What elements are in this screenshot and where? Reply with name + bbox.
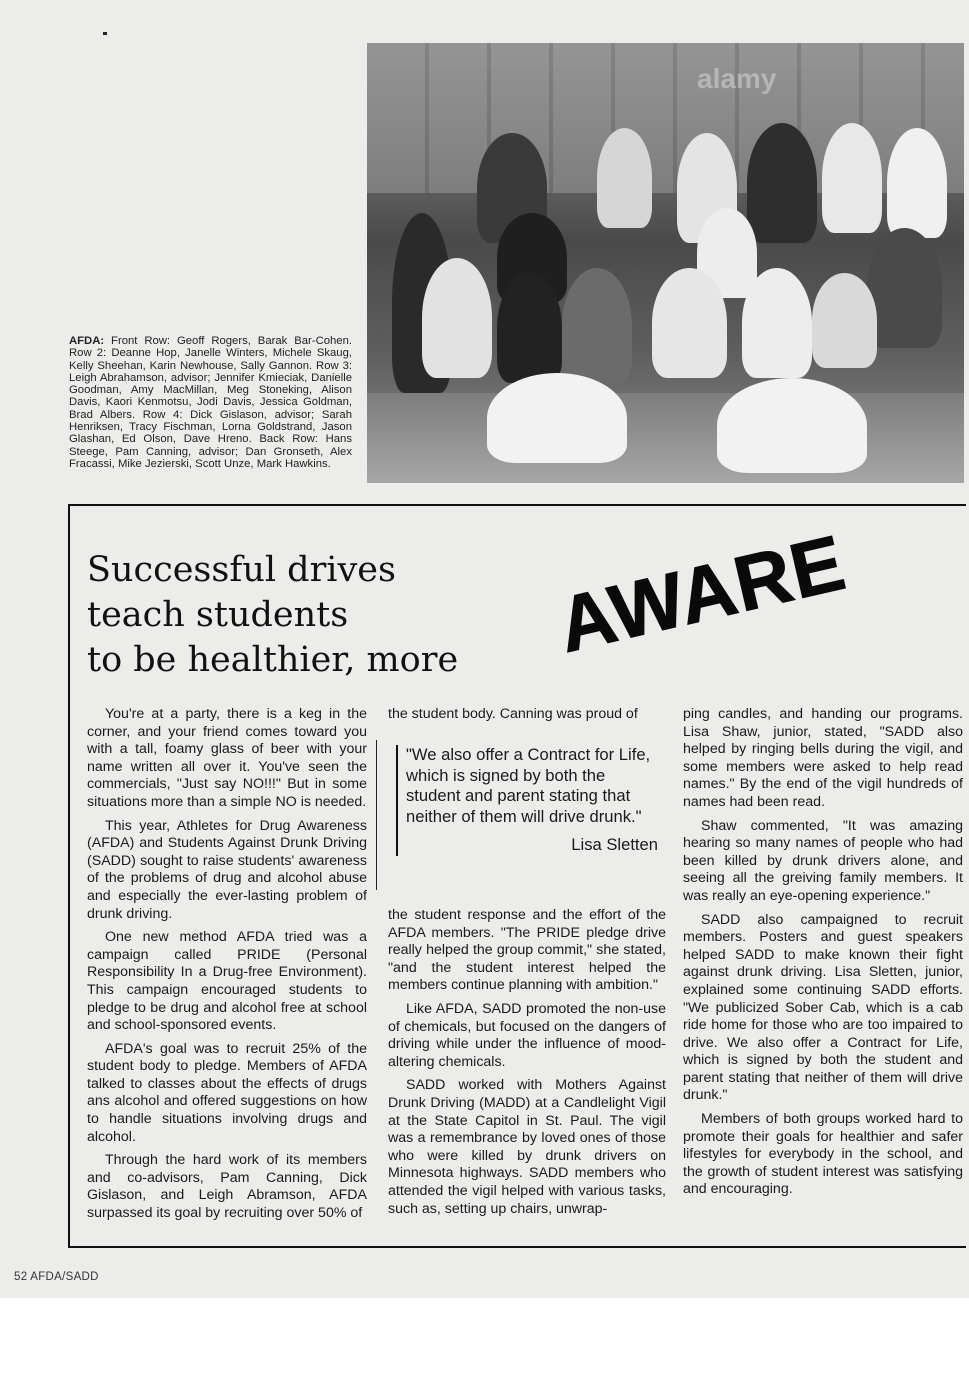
- paragraph: One new method AFDA tried was a campaign called PRIDE (Personal Responsibility In a Drug-free Environment). This campaign encouraged students to pledge to be drug and alcohol free at school and school-sponsored events.: [87, 929, 367, 1034]
- paragraph: Members of both groups worked hard to promote their goals for healthier and safer lifestyles for everybody in the school, and the growth of student interest was satisfying and encouraging.: [683, 1111, 963, 1198]
- photo-figure: [497, 273, 562, 383]
- headline-line-1: Successful drives: [87, 550, 396, 590]
- photo-figure: [422, 258, 492, 378]
- page-footer: 52 AFDA/SADD: [14, 1271, 99, 1283]
- photo-figure: [652, 268, 727, 378]
- photo-figure: [597, 128, 652, 228]
- paragraph: You're at a party, there is a keg in the corner, and your friend comes toward you with a tall, foamy glass of beer with your name written all over it. You've seen the commercials, "Just say NO!!!" But in some situations more than a simple NO is needed.: [87, 706, 367, 810]
- caption-text: Front Row: Geoff Rogers, Barak Bar-Cohen. Row 2: Deanne Hop, Janelle Winters, Michele Skaug, Kelly Sheehan, Karin Newhouse, Sally Gannon. Row 3: Leigh Abrahamson, advisor; Jennifer Kmieciak, Danielle Goodman, Amy MacMillan, Meg Stoneking, Alison Davis, Kaori Kenmotsu, Jodi Davis, Jessica Goldman, Brad Albers. Row 4: Dick Gislason, advisor; Sarah Henriksen, Tracy Fischman, Lorna Goldstrand, Jason Glashan, Ed Olson, Dave Hreno. Back Row: Hans Steege, Pam Canning, advisor; Dan Gronseth, Alex Fracassi, Mike Jezierski, Scott Unze, Mark Hawkins.: [69, 335, 352, 470]
- caption-lead: AFDA:: [69, 335, 105, 347]
- photo-figure: [867, 228, 942, 348]
- article-column-1: [87, 706, 367, 1229]
- paragraph: Shaw commented, "It was amazing hearing so many names of people who had been killed by drunk drivers alone, and seeing all the greiving family members. It was really an eye-opening experience.": [683, 817, 963, 904]
- photo-figure: [812, 273, 877, 368]
- pull-quote: [396, 745, 658, 856]
- photo-figure: [742, 268, 812, 378]
- headline-accent: AWARE: [549, 517, 854, 670]
- box-bottom-rule: [68, 1246, 966, 1248]
- article-column-2-top: [388, 706, 666, 730]
- paragraph: SADD also campaigned to recruit members. Posters and guest speakers helped SADD to make known their fight against drunk driving. Lisa Sletten, junior, explained some continuing SADD efforts. "We publicized Sober Cab, which is a cab ride home for those who are too impaired to drive. We also offer a Contract for Life, which is signed by both the student and parent stating that neither of them will drive drunk.": [683, 911, 963, 1104]
- paragraph: Like AFDA, SADD promoted the non-use of chemicals, but focused on the dangers of driving while under the influence of mood-altering chemicals.: [388, 1000, 666, 1070]
- photo-figure: [887, 128, 947, 238]
- pull-quote-text: "We also offer a Contract for Life, which is signed by both the student and parent stating that neither of them will drive drunk.": [406, 745, 651, 826]
- article-column-2: [388, 907, 666, 1224]
- headline-line-3: to be healthier, more: [87, 640, 459, 680]
- photo-figure: [487, 373, 627, 463]
- photo-figure: [822, 123, 882, 233]
- paragraph: AFDA's goal was to recruit 25% of the student body to pledge. Members of AFDA talked to classes about the effects of drugs ans alcohol and offered suggestions on how to handle situations involving drugs and alcohol.: [87, 1040, 367, 1145]
- pull-quote-attribution: Lisa Sletten: [571, 835, 658, 854]
- photo-caption: [69, 335, 352, 470]
- paragraph: the student body. Canning was proud of: [388, 706, 638, 722]
- photo-floor: [367, 393, 964, 483]
- photo-figure: [562, 268, 632, 383]
- headline-line-2: teach students: [87, 595, 349, 635]
- photo-figure: [747, 123, 817, 243]
- paragraph: ping candles, and handing our programs. Lisa Shaw, junior, stated, "SADD also helped by ringing bells during the vigil, and some members were asked to help read names." By the end of the vigil hundreds of names had been read.: [683, 706, 963, 810]
- group-photo: [367, 43, 964, 483]
- box-top-rule: [68, 504, 966, 506]
- headline: [87, 548, 557, 683]
- paragraph: Through the hard work of its members and co-advisors, Pam Canning, Dick Gislason, and Leigh Abramson, AFDA surpassed its goal by recruiting over 50% of: [87, 1152, 367, 1222]
- box-left-rule: [68, 504, 70, 1248]
- photo-figure: [717, 378, 867, 473]
- column-divider: [376, 740, 377, 890]
- paragraph: the student response and the effort of the AFDA members. "The PRIDE pledge drive really helped the group commit," she stated, "and the student interest helped the members continue planning with ambition.": [388, 907, 666, 994]
- paragraph: This year, Athletes for Drug Awareness (AFDA) and Students Against Drunk Driving (SADD) sought to raise students' awareness of the problems of drug and alcohol abuse and especially the ever-lasting problem of drunk driving.: [87, 817, 367, 922]
- paragraph: SADD worked with Mothers Against Drunk Driving (MADD) at a Candlelight Vigil at the State Capitol in St. Paul. The vigil was a remembrance by loved ones of those who were killed by drunk drivers on Minnesota highways. SADD members who attended the vigil helped with various tasks, such as, setting up chairs, unwrap-: [388, 1077, 666, 1217]
- article-column-3: [683, 706, 963, 1205]
- photo-watermark: alamy: [697, 63, 777, 94]
- print-speck: [103, 32, 107, 35]
